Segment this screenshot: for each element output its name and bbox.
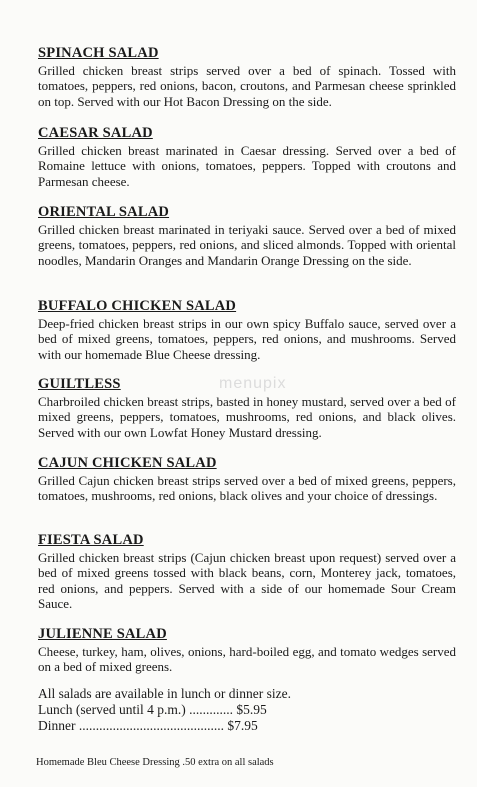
menu-item-guiltless <box>38 377 456 440</box>
item-title: ORIENTAL SALAD <box>38 204 170 220</box>
item-description: Grilled chicken breast strips served over a bed of spinach. Tossed with tomatoes, peppers, red onions, bacon, croutons, and Parmesan cheese sprinkled on top. Served with our Hot Bacon Dressing on the side. <box>38 63 456 109</box>
item-title: SPINACH SALAD <box>38 45 159 61</box>
menu-item-fiesta-salad <box>38 533 456 612</box>
item-description: Grilled chicken breast marinated in Caesar dressing. Served over a bed of Romaine lettuce with onions, tomatoes, peppers. Topped with croutons and Parmesan cheese. <box>38 143 456 189</box>
item-description: Charbroiled chicken breast strips, basted in honey mustard, served over a bed of mixed greens, peppers, tomatoes, mushrooms, red onions, and black olives. Served with our own Lowfat Honey Mustard dressing. <box>38 394 456 440</box>
item-title: GUILTLESS <box>38 376 121 392</box>
watermark: menupix <box>219 375 287 392</box>
item-description: Grilled chicken breast strips (Cajun chicken breast upon request) served over a bed of mixed greens tossed with black beans, corn, Monterey jack, tomatoes, red onions, and peppers. Served with a side of our homemade Sour Cream Sauce. <box>38 550 456 612</box>
footnote: Homemade Bleu Cheese Dressing .50 extra on all salads <box>36 757 274 768</box>
item-title: CAJUN CHICKEN SALAD <box>38 455 217 471</box>
item-title: BUFFALO CHICKEN SALAD <box>38 298 237 314</box>
menu-item-julienne-salad <box>38 627 456 675</box>
menu-item-cajun-chicken-salad <box>38 456 456 504</box>
item-description: Cheese, turkey, ham, olives, onions, hard-boiled egg, and tomato wedges served on a bed of mixed greens. <box>38 644 456 675</box>
item-title: FIESTA SALAD <box>38 532 144 548</box>
size-intro: All salads are available in lunch or dinner size. <box>38 686 292 701</box>
size-pricing <box>38 686 291 734</box>
lunch-price: Lunch (served until 4 p.m.) ............. $5.95 <box>38 702 267 717</box>
menu-item-spinach-salad <box>38 46 456 109</box>
item-description: Grilled Cajun chicken breast strips served over a bed of mixed greens, peppers, tomatoes, mushrooms, red onions, black olives and your choice of dressings. <box>38 473 456 504</box>
menu-item-buffalo-chicken-salad <box>38 299 456 362</box>
item-title: JULIENNE SALAD <box>38 626 167 642</box>
item-description: Grilled chicken breast marinated in teriyaki sauce. Served over a bed of mixed greens, tomatoes, peppers, red onions, and sliced almonds. Topped with oriental noodles, Mandarin Oranges and Mandarin Orange Dressing on the side. <box>38 222 456 268</box>
menu-item-caesar-salad <box>38 126 456 189</box>
item-description: Deep-fried chicken breast strips in our own spicy Buffalo sauce, served over a bed of mixed greens, tomatoes, peppers, red onions, and mushrooms. Served with our homemade Blue Cheese dressing. <box>38 316 456 362</box>
item-title: CAESAR SALAD <box>38 125 153 141</box>
dinner-price: Dinner ........................................... $7.95 <box>38 718 258 733</box>
menu-item-oriental-salad <box>38 205 456 268</box>
